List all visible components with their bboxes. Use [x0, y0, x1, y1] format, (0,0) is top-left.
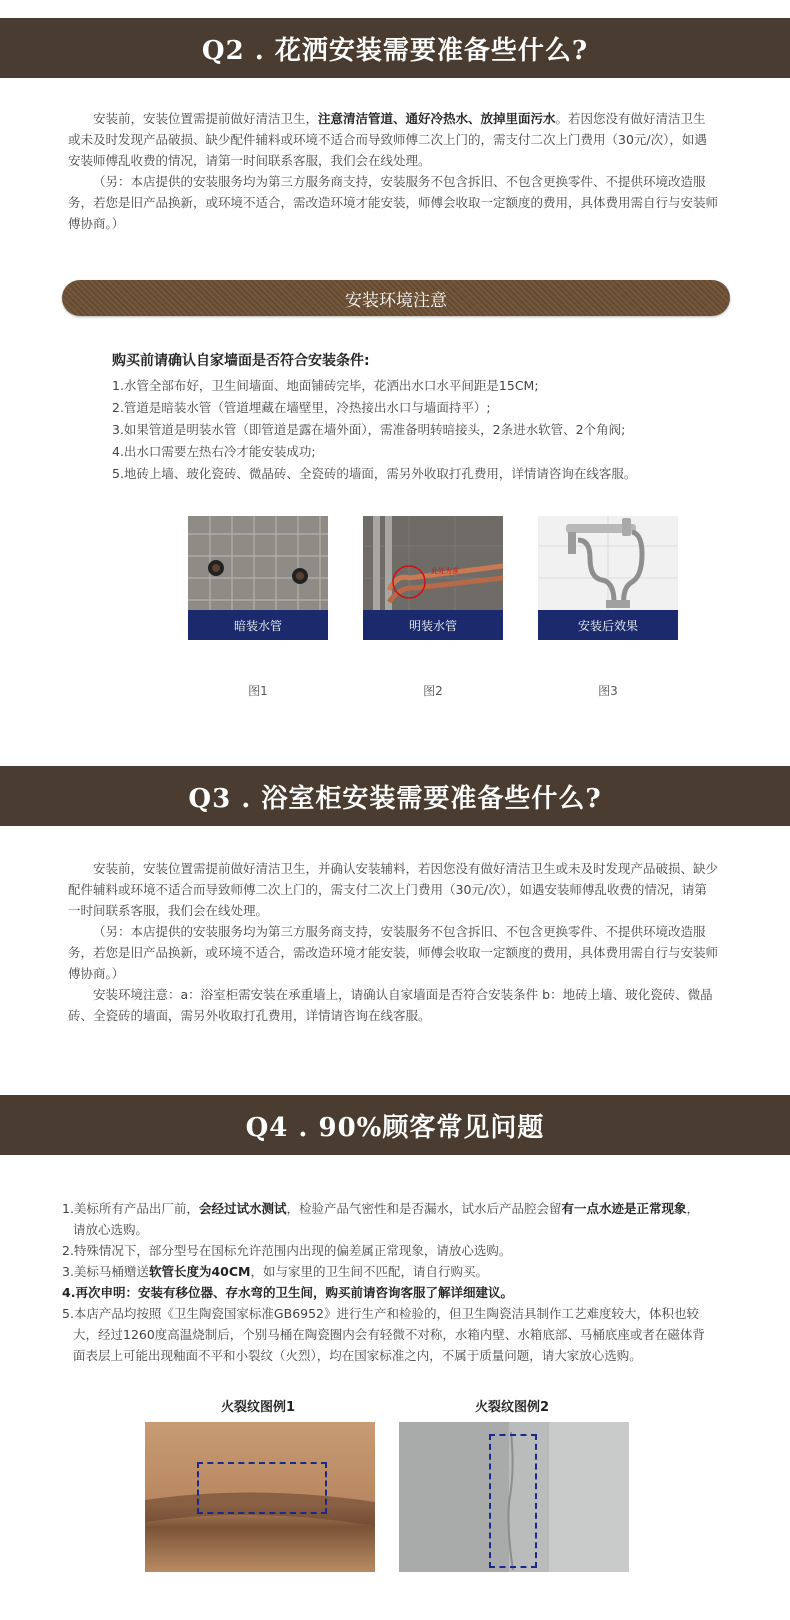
faq-item-5: 5.本店产品均按照《卫生陶瓷国家标准GB6952》进行生产和检验的，但卫生陶瓷洁具制作工艺难度较大，体积也较 — [62, 1306, 700, 1321]
q2-p1-text: 安装前，安装位置需提前做好清洁卫生， — [93, 111, 319, 126]
q3-paragraphs — [68, 858, 718, 1026]
faq-text: ，如与家里的卫生间不匹配，请自行购买。 — [250, 1264, 488, 1279]
faq-text: 1.美标所有产品出厂前， — [62, 1201, 199, 1216]
faq-item-4 — [62, 1282, 734, 1303]
faq-item-3 — [62, 1261, 734, 1282]
q2-p1-emphasis: 注意清洁管道、通好冷热水、放掉里面污水 — [318, 111, 556, 126]
photo-concealed-pipe — [188, 516, 328, 640]
q3-title: Q3 . 浴室柜安装需要准备些什么? — [188, 783, 602, 814]
faq-emphasis: 会经过试水测试 — [198, 1201, 287, 1216]
faq-item-1 — [62, 1198, 734, 1219]
photo-caption: 明装水管 — [363, 610, 503, 640]
faq-item-5-continued: 大，经过1260度高温烧制后，个别马桶在陶瓷圈内会有轻微不对称，水箱内壁、水箱底部、马桶底座或者在磁体背 — [73, 1327, 705, 1342]
condition-item: 3.如果管道是明装水管（即管道是露在墙外面），需准备明转暗接头，2条进水软管、2个角阀; — [112, 422, 626, 437]
faq-text: 3.美标马桶赠送 — [62, 1264, 149, 1279]
crack-example-2-image — [399, 1422, 629, 1572]
conditions-list — [112, 375, 732, 485]
install-env-pill — [62, 280, 730, 316]
q4-title: Q4 . 90%顾客常见问题 — [245, 1112, 545, 1143]
crack-example-1-title: 火裂纹图例1 — [220, 1400, 296, 1415]
conditions-title: 购买前请确认自家墙面是否符合安装条件: — [112, 353, 370, 369]
condition-item: 4.出水口需要左热右冷才能安装成功; — [112, 444, 316, 459]
faq-item-5-continued: 面表层上可能出现釉面不平和小裂纹（火烈），均在国家标准之内，不属于质量问题，请大家放心选购。 — [73, 1348, 642, 1363]
faq-text: ，检验产品气密性和是否漏水， — [286, 1201, 462, 1216]
exposed-pipe-image — [363, 516, 503, 610]
condition-item: 5.地砖上墙、玻化瓷砖、微晶砖、全瓷砖的墙面，需另外收取打孔费用，详情请咨询在线客服。 — [112, 466, 637, 481]
faq-item-1-continued: 请放心选购。 — [73, 1222, 149, 1237]
crack-highlight-box — [489, 1434, 537, 1568]
faq-item-2: 2.特殊情况下，部分型号在国标允许范围内出现的偏差属正常现象，请放心选购。 — [62, 1243, 512, 1258]
q2-paragraph-2: （另：本店提供的安装服务均为第三方服务商支持，安装服务不包含拆旧、不包含更换零件、不提供环境改造服务，若您是旧产品换新，或环境不适合，需改造环境才能安装，师傅会收取一定额度的费用，具体费用需自行与安装师傅协商。） — [68, 174, 719, 231]
faq-text: 试水后产品腔会留 — [461, 1201, 562, 1216]
q2-p1-text-rest: 。若因您没有做好清洁卫生或未及时发现产品破损、缺少配件辅料或环境不适合而导致师傅二次上门的，需支付二次上门费用（30元/次），如遇安装师傅乱收费的情况，请第一时间联系客服，我们会在线处理。 — [68, 111, 707, 168]
q3-paragraph-2: （另：本店提供的安装服务均为第三方服务商支持，安装服务不包含拆旧、不包含更换零件、不提供环境改造服务，若您是旧产品换新，或环境不适合，需改造环境才能安装，师傅会收取一定额度的费用，具体费用需自行与安装师傅协商。） — [68, 924, 719, 981]
q2-title-banner — [0, 18, 790, 78]
faq-text: ， — [686, 1201, 700, 1216]
q2-paragraph-1 — [68, 108, 718, 171]
q3-paragraph-3: 安装环境注意：a：浴室柜需安装在承重墙上，请确认自家墙面是否符合安装条件 b：地砖上墙、玻化瓷砖、微晶砖、全瓷砖的墙面，需另外收取打孔费用，详情请咨询在线客服。 — [68, 987, 713, 1023]
crack-example-1-image — [145, 1422, 375, 1572]
condition-item: 1.水管全部布好，卫生间墙面、地面铺砖完毕，花洒出水口水平间距是15CM; — [112, 378, 539, 393]
photo-caption: 暗装水管 — [188, 610, 328, 640]
after-install-image — [538, 516, 678, 610]
photo-caption: 安装后效果 — [538, 610, 678, 640]
faq-emphasis: 有一点水迹是正常现象 — [561, 1201, 687, 1216]
photo-exposed-pipe — [363, 516, 503, 640]
faq-emphasis: 4.再次申明：安装有移位器、存水弯的卫生间，购买前请咨询客服了解详细建议。 — [62, 1285, 513, 1300]
install-env-pill-label: 安装环境注意 — [345, 290, 447, 311]
crack-example-2-title: 火裂纹图例2 — [474, 1400, 550, 1415]
faq-list — [62, 1198, 734, 1366]
q3-paragraph-1: 安装前，安装位置需提前做好清洁卫生，并确认安装辅料，若因您没有做好清洁卫生或未及时发现产品破损、缺少配件辅料或环境不适合而导致师傅二次上门的，需支付二次上门费用（30元/次），如遇安装师傅乱收费的情况，请第一时间联系客服，我们会在线处理。 — [68, 861, 719, 918]
q2-title: Q2 . 花洒安装需要准备些什么? — [201, 35, 589, 66]
faq-emphasis: 软管长度为40CM — [148, 1264, 251, 1279]
q2-paragraphs — [68, 108, 718, 234]
q4-title-banner — [0, 1095, 790, 1155]
condition-item: 2.管道是暗装水管（管道埋藏在墙壁里，冷热接出水口与墙面持平）; — [112, 400, 491, 415]
exposed-pipe-annotation: 此处为准 — [431, 567, 459, 575]
figure-label: 图2 — [423, 684, 443, 698]
q3-title-banner — [0, 766, 790, 826]
photo-after-install — [538, 516, 678, 640]
figure-label: 图3 — [598, 684, 618, 698]
crack-highlight-box — [197, 1462, 327, 1514]
concealed-pipe-image — [188, 516, 328, 610]
figure-label: 图1 — [248, 684, 268, 698]
